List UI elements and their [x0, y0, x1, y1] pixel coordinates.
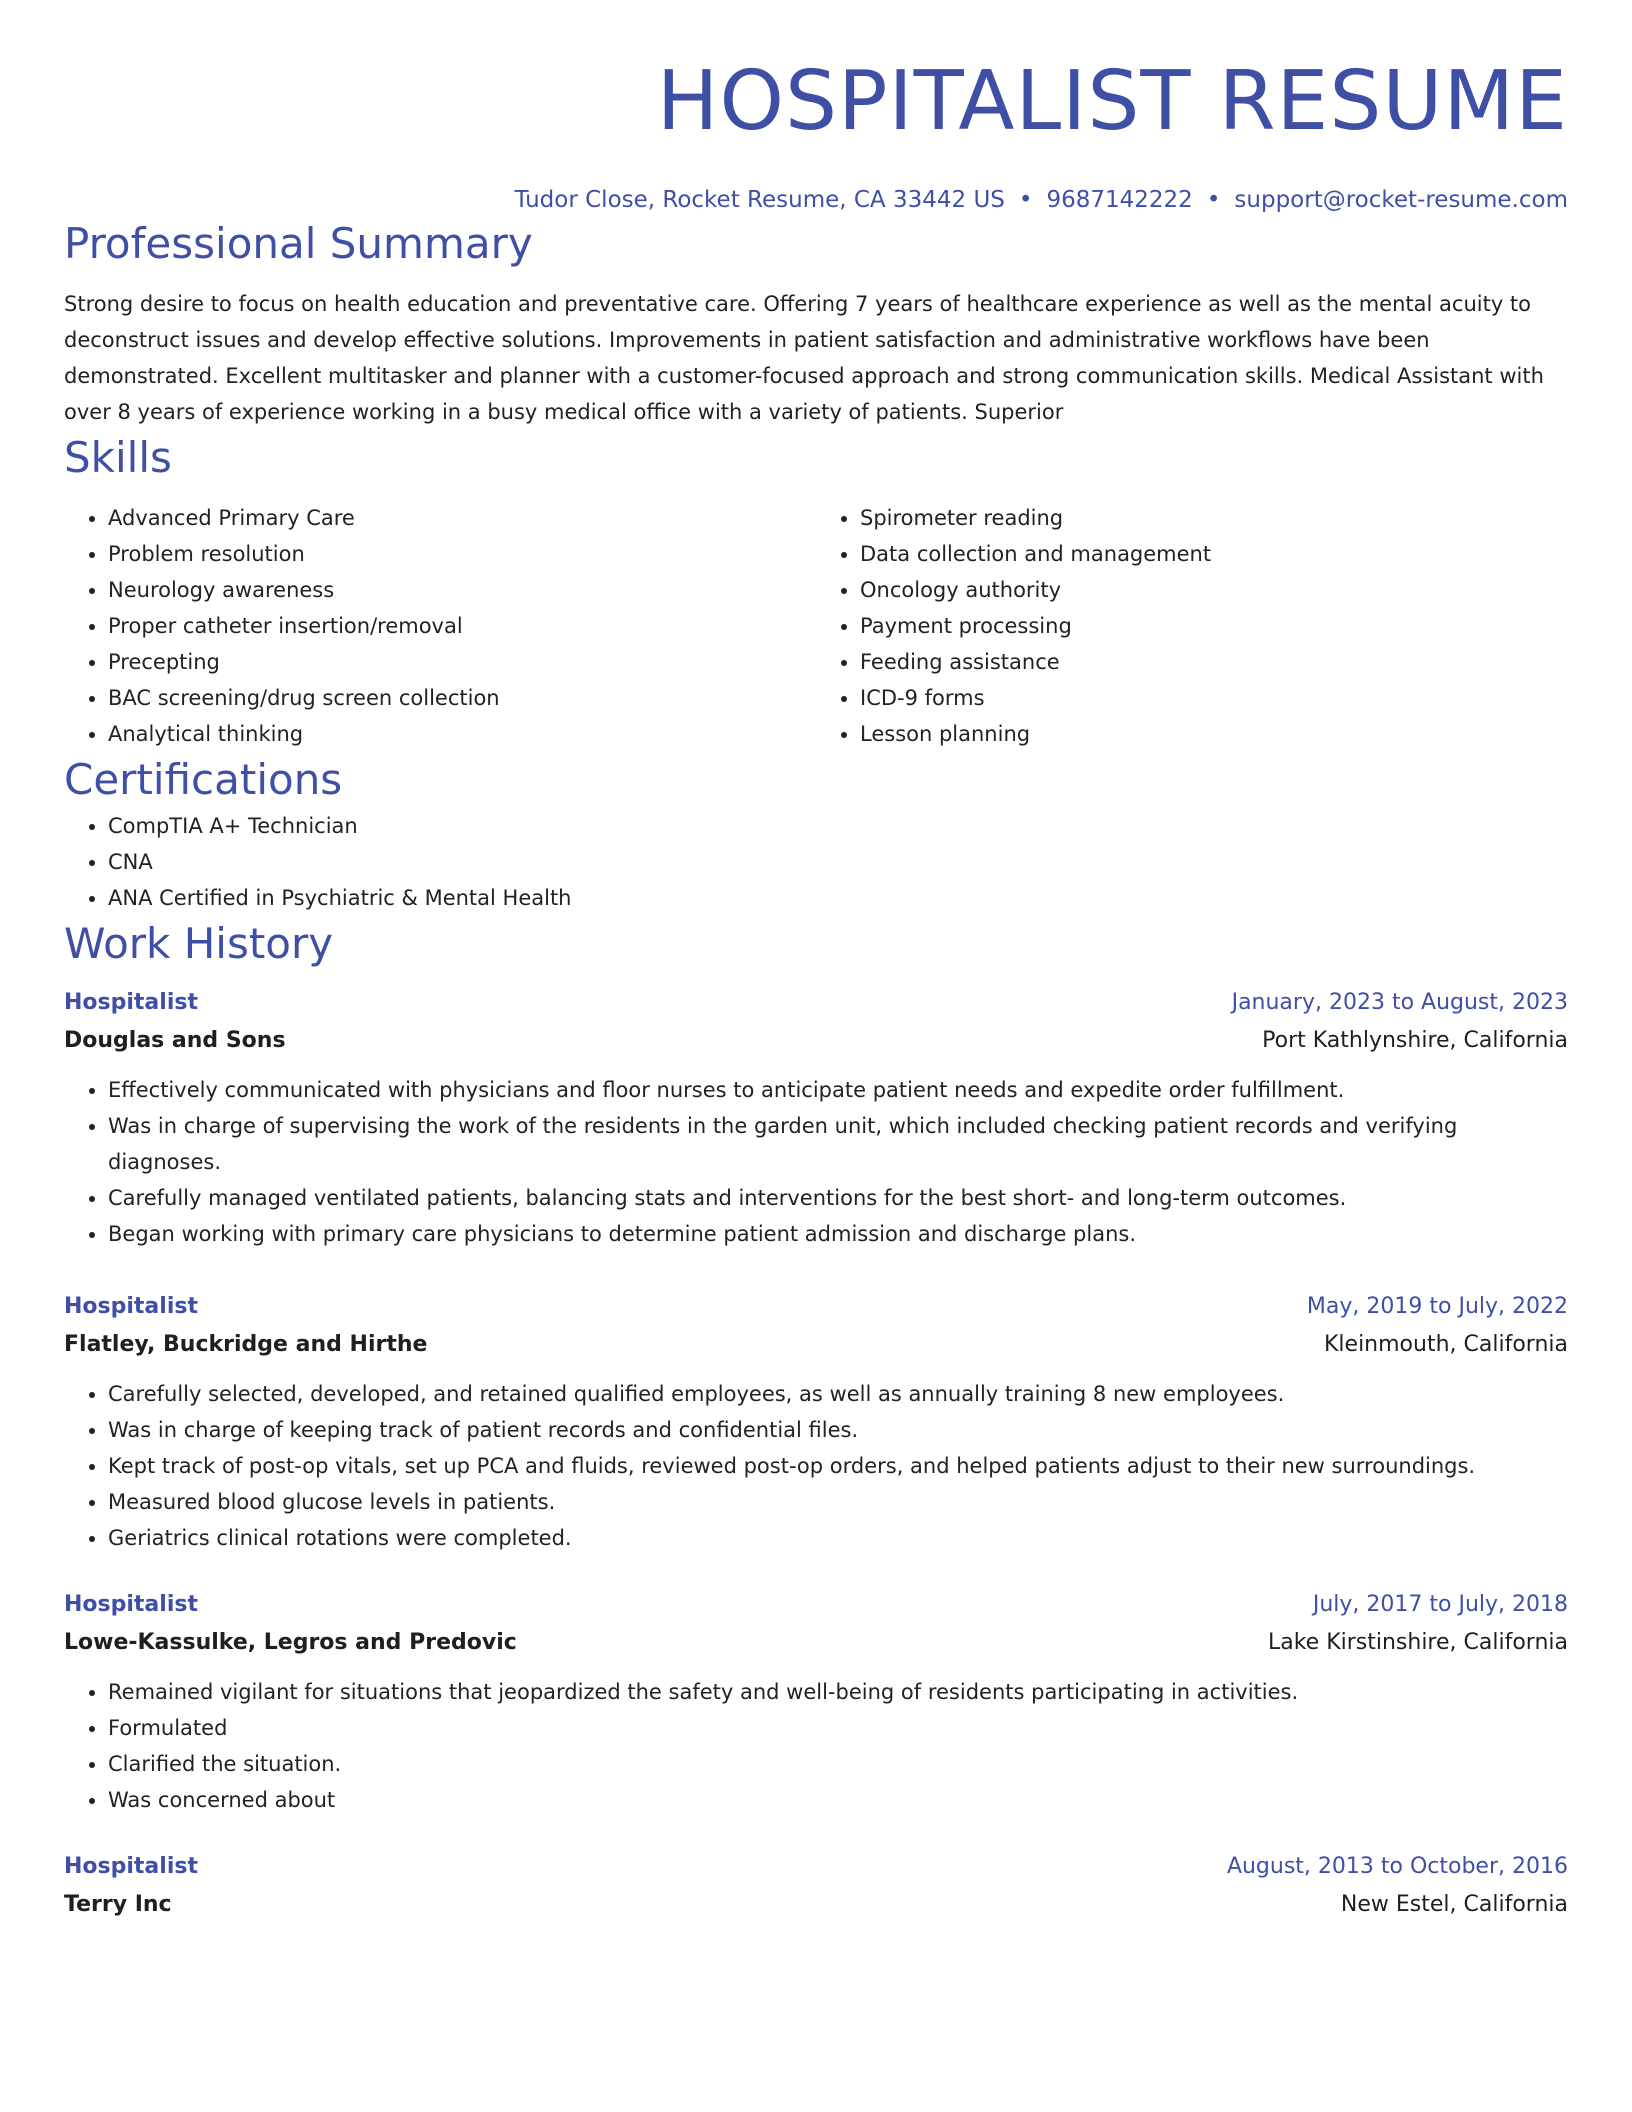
job-bullet: • Formulated [108, 1710, 1568, 1746]
job-bullet: • Kept track of post-op vitals, set up PCA and fluids, reviewed post-op orders, and helped patients adjust to their new surroundings. [108, 1448, 1568, 1484]
job-bullet: • Was in charge of supervising the work of the residents in the garden unit, which included checking patient records and verifying diagnoses. [108, 1108, 1568, 1180]
skill-item: • Payment processing [860, 608, 1568, 644]
job-bullet: • Effectively communicated with physicians and floor nurses to anticipate patient needs and expedite order fulfillment. [108, 1072, 1568, 1108]
job-location: New Estel, California [1340, 1892, 1568, 1917]
certification-item: • ANA Certified in Psychiatric & Mental Health [108, 880, 1568, 916]
job-bullet: • Geriatrics clinical rotations were completed. [108, 1520, 1568, 1556]
job-role: Hospitalist [64, 1592, 198, 1617]
certifications-heading: Certifications [64, 755, 343, 804]
skill-item: • Feeding assistance [860, 644, 1568, 680]
job-entry [64, 1848, 1568, 1924]
job-role: Hospitalist [64, 990, 198, 1015]
skills-list-right [816, 500, 1568, 752]
job-title-row [64, 1586, 1568, 1624]
job-bullets [64, 1376, 1568, 1556]
job-bullet: • Carefully selected, developed, and retained qualified employees, as well as annually training 8 new employees. [108, 1376, 1568, 1412]
skill-item: • Neurology awareness [108, 572, 816, 608]
contact-separator: • [1206, 187, 1221, 213]
job-bullet: • Was in charge of keeping track of patient records and confidential files. [108, 1412, 1568, 1448]
work-history-section [64, 916, 1568, 1924]
resume-header [64, 0, 1568, 216]
job-title-row [64, 1288, 1568, 1326]
job-dates: May, 2019 to July, 2022 [1306, 1294, 1568, 1319]
job-dates: July, 2017 to July, 2018 [1312, 1592, 1568, 1617]
job-bullets [64, 1072, 1568, 1252]
skill-item: • Oncology authority [860, 572, 1568, 608]
job-title-row [64, 984, 1568, 1022]
skill-item: • Lesson planning [860, 716, 1568, 752]
job-dates: January, 2023 to August, 2023 [1231, 990, 1568, 1015]
job-company-row [64, 1326, 1568, 1364]
job-entry [64, 1288, 1568, 1556]
certifications-list [64, 808, 1568, 916]
job-entry [64, 1586, 1568, 1818]
job-company-row [64, 1022, 1568, 1060]
job-location: Kleinmouth, California [1324, 1332, 1568, 1357]
skill-item: • Spirometer reading [860, 500, 1568, 536]
job-bullet: • Began working with primary care physicians to determine patient admission and discharge plans. [108, 1216, 1568, 1252]
skill-item: • Precepting [108, 644, 816, 680]
work-history-heading: Work History [64, 919, 334, 968]
job-company-row [64, 1624, 1568, 1662]
job-bullet: • Carefully managed ventilated patients, balancing stats and interventions for the best short- and long-term outcomes. [108, 1180, 1568, 1216]
summary-heading: Professional Summary [64, 219, 533, 268]
skill-item: • BAC screening/drug screen collection [108, 680, 816, 716]
skills-section [64, 430, 1568, 752]
resume-title: HOSPITALIST RESUME [656, 54, 1568, 149]
job-entry [64, 984, 1568, 1252]
skill-item: • ICD-9 forms [860, 680, 1568, 716]
job-bullet: • Was concerned about [108, 1782, 1568, 1818]
skill-item: • Advanced Primary Care [108, 500, 816, 536]
skill-item: • Data collection and management [860, 536, 1568, 572]
job-company: Douglas and Sons [64, 1028, 286, 1053]
skill-item: • Proper catheter insertion/removal [108, 608, 816, 644]
job-bullet: • Measured blood glucose levels in patients. [108, 1484, 1568, 1520]
job-company: Terry Inc [64, 1892, 172, 1917]
skill-item: • Analytical thinking [108, 716, 816, 752]
job-bullets [64, 1674, 1568, 1818]
skill-item: • Problem resolution [108, 536, 816, 572]
contact-line [64, 184, 1568, 216]
certification-item: • CompTIA A+ Technician [108, 808, 1568, 844]
contact-separator: • [1018, 187, 1033, 213]
skills-columns [64, 500, 1568, 752]
skills-list-left [64, 500, 816, 752]
skills-heading: Skills [64, 433, 172, 482]
job-bullet: • Remained vigilant for situations that jeopardized the safety and well-being of residents participating in activities. [108, 1674, 1568, 1710]
contact-address: Tudor Close, Rocket Resume, CA 33442 US [514, 187, 1005, 213]
job-role: Hospitalist [64, 1294, 198, 1319]
contact-email: support@rocket-resume.com [1234, 187, 1568, 213]
job-bullet: • Clarified the situation. [108, 1746, 1568, 1782]
contact-phone: 9687142222 [1046, 187, 1193, 213]
job-location: Port Kathlynshire, California [1262, 1028, 1568, 1053]
job-company-row [64, 1886, 1568, 1924]
job-company: Lowe-Kassulke, Legros and Predovic [64, 1630, 517, 1655]
job-role: Hospitalist [64, 1854, 198, 1879]
summary-section [64, 216, 1568, 430]
certification-item: • CNA [108, 844, 1568, 880]
certifications-section [64, 752, 1568, 916]
summary-text: Strong desire to focus on health education and preventative care. Offering 7 years of healthcare experience as well as the mental acuity to deconstruct issues and develop effective solutions. Improvements in patient satisfaction and administrative workflows have been demonstrated. Excellent multitasker and planner with a customer-focused approach and strong communication skills. Medical Assistant with over 8 years of experience working in a busy medical office with a variety of patients. Superior [64, 292, 1544, 424]
job-dates: August, 2013 to October, 2016 [1226, 1854, 1568, 1879]
job-title-row [64, 1848, 1568, 1886]
job-location: Lake Kirstinshire, California [1267, 1630, 1568, 1655]
job-company: Flatley, Buckridge and Hirthe [64, 1332, 428, 1357]
